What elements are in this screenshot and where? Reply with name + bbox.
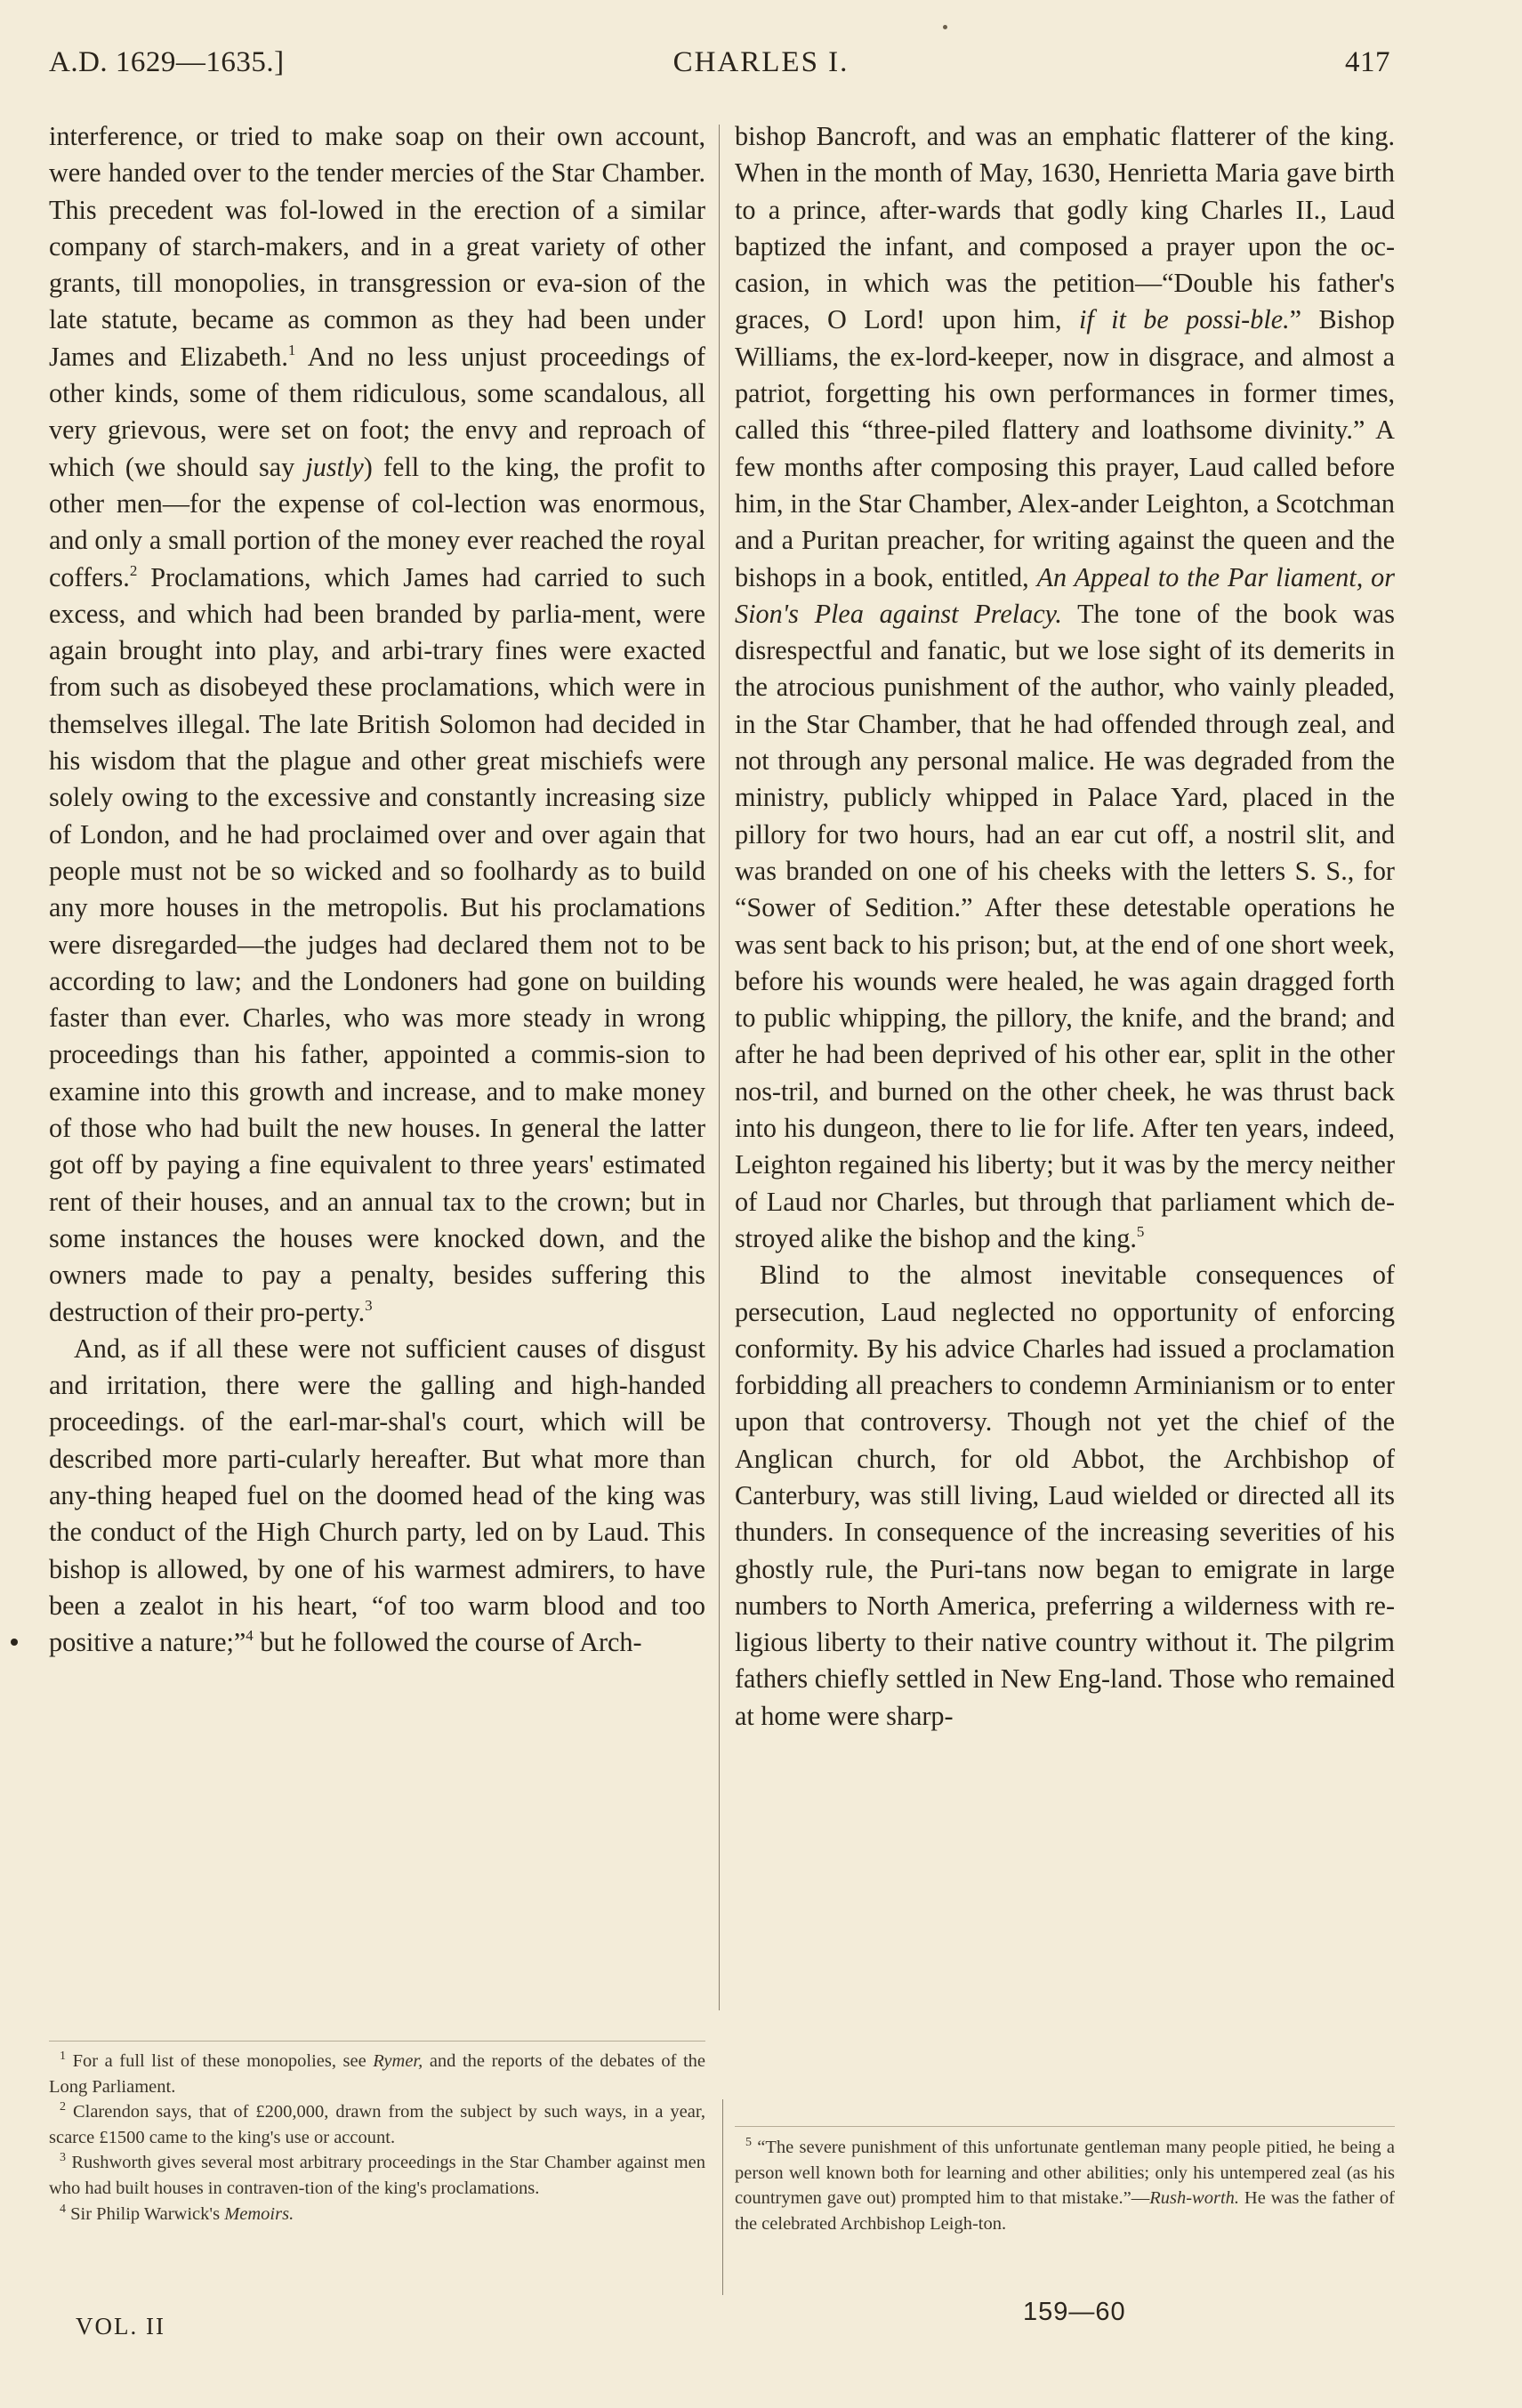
right-paragraph-2: Blind to the almost inevitable consequences of persecution, Laud neglected no opportunity of enforcing conformity. By his advice Charles had issued a proclamation forbidding all preachers to condemn Arminianism or to enter upon that controversy. Though not yet the chief of the Anglican church, for old Abbot, the Archbishop of Canterbury, was still living, Laud wielded or directed all its thunders. In consequence of the increasing severities of his ghostly rule, the Puri-tans now began to emigrate in large numbers to North America, preferring a wilderness with re-ligious liberty to their native country without it. The pilgrim fathers chiefly settled in New Eng-land. Those who remained at home were sharp- bbox=[735, 1260, 1395, 1731]
footnotes-left bbox=[49, 2049, 705, 2227]
right-paragraph-1: bishop Bancroft, and was an emphatic flatterer of the king. When in the month of May, 1630, Henrietta Maria gave birth to a prince, after-wards that godly king Charles II., Laud baptized the infant, and composed a prayer upon the oc-casion, in which was the petition—“Double his father's graces, O Lord! upon him, if it be possi-ble.” Bishop Williams, the ex-lord-keeper, now in disgrace, and almost a patriot, forgetting his own performances in former times, called this “three-piled flattery and loathsome divinity.” A few months after composing this prayer, Laud called before him, in the Star Chamber, Alex-ander Leighton, a Scotchman and a Puritan preacher, for writing against the queen and the bishops in a book, entitled, An Appeal to the Par liament, or Sion's Plea against Prelacy. The tone of the book was disrespectful and fanatic, but we lose sight of its demerits in the atrocious punishment of the author, who vainly pleaded, in the Star Chamber, that he had offended through zeal, and not through any personal malice. He was degraded from the ministry, publicly whipped in Palace Yard, placed in the pillory for two hours, had an ear cut off, a nostril slit, and was branded on one of his cheeks with the letters S. S., for “Sower of Sedition.” After these detestable operations he was sent back to his prison; but, at the end of one short week, before his wounds were healed, he was again dragged forth to public whipping, the pillory, the knife, and the brand; and after he had been deprived of his other ear, split in the other nos-tril, and burned on the other cheek, he was thrust back into his dungeon, there to lie for life. After ten years, indeed, Leighton regained his liberty; but it was by the mercy neither of Laud nor Charles, but through that parliament which de-stroyed alike the bishop and the king.$^5$ bbox=[735, 121, 1396, 1253]
footnotes-right bbox=[735, 2135, 1395, 2236]
footnote-ref-5: 5 bbox=[1136, 1222, 1145, 1240]
page-number: 417 bbox=[1345, 46, 1390, 78]
margin-mark bbox=[11, 1639, 18, 1646]
footnote-ref-3: 3 bbox=[365, 1296, 373, 1314]
running-head-dates: A.D. 1629—1635.] bbox=[49, 46, 285, 78]
footnote-ref-4: 4 bbox=[246, 1627, 254, 1645]
footnote-4: $^4$ Sir Philip Warwick's Memoirs. bbox=[60, 2202, 294, 2224]
left-paragraph-1: interference, or tried to make soap on their own account, were handed over to the tender mercies of the Star Chamber. This precedent was fol-lowed in the erection of a similar company of starch-makers, and in a great variety of other grants, till monopolies, in transgression or eva-sion of the late statute, became as common as they had been under James and Elizabeth.$^1$ And no less unjust proceedings of other kinds, some of them ridiculous, some scandalous, all very grievous, were set on foot; the envy and reproach of which (we should say justly) fell to the king, the profit to other men—for the expense of col-lection was enormous, and only a small portion of the money ever reached the royal coffers.$^2$ Proclamations, which James had carried to such excess, and which had been branded by parlia-ment, were again brought into play, and arbi-trary fines were exacted from such as disobeyed these proclamations, which were in themselves illegal. The late British Solomon had decided in his wisdom that the plague and other great mischiefs were solely owing to the excessive and constantly increasing size of London, and he had proclaimed over and over again that people must not be so wicked and so foolhardy as to build any more houses in the metropolis. But his proclamations were disregarded—the judges had declared them not to be according to law; and the Londoners had gone on building faster than ever. Charles, who was more steady in wrong proceedings than his father, appointed a commis-sion to examine into this growth and increase, and to make money of those who had built the new houses. In general the latter got off by paying a fine equivalent to three years' estimated rent of their houses, and an annual tax to the crown; but in some instances the houses were knocked down, and the owners made to pay a penalty, besides suffering this destruction of their pro-perty.$^3$ bbox=[49, 121, 706, 1327]
right-column bbox=[735, 118, 1395, 1735]
footnote-separator-right bbox=[735, 2126, 1395, 2127]
footnote-2: $^2$ Clarendon says, that of £200,000, drawn from the subject by such ways, in a year, scarce £1500 came to the king's use or account. bbox=[49, 2100, 705, 2147]
left-column bbox=[49, 118, 705, 1661]
footnote-1: $^1$ For a full list of these monopolies, see Rymer, and the reports of the debates of the Long Parliament. bbox=[49, 2050, 706, 2097]
footnote-ref-1: 1 bbox=[287, 341, 296, 358]
footnote-3: $^3$ Rushworth gives several most arbitrary proceedings in the Star Chamber against men who had built houses in contraven-tion of the king's proclamations. bbox=[49, 2151, 705, 2198]
column-rule bbox=[719, 125, 720, 2010]
signature-mark: 159—60 bbox=[1023, 2298, 1126, 2326]
footnote-ref-2: 2 bbox=[129, 561, 138, 579]
footnote-5: $^5$ “The severe punishment of this unfortunate gentleman many people pitied, he being a person well known both for learning and other abilities; only his untempered zeal (as his countrymen gave out) prompted him to that mistake.”—Rush-worth. He was the father of the celebrated Archbishop Leigh-ton. bbox=[735, 2136, 1396, 2234]
volume-mark: VOL. II bbox=[76, 2313, 165, 2340]
left-paragraph-2: And, as if all these were not sufficient causes of disgust and irritation, there were the galling and high-handed proceedings. of the earl-mar-shal's court, which will be described more parti-cularly hereafter. But what more than any-thing heaped fuel on the doomed head of the king was the conduct of the High Church party, led on by Laud. This bishop is allowed, by one of his warmest admirers, to have been a zealot in his heart, “of too warm blood and too positive a nature;”$^4$ but he followed the course of Arch- bbox=[49, 1333, 705, 1658]
footnote-separator-left bbox=[49, 2041, 705, 2042]
running-head-title: CHARLES I. bbox=[672, 46, 850, 78]
ink-speck bbox=[943, 25, 947, 29]
footnote-column-rule bbox=[722, 2099, 723, 2295]
